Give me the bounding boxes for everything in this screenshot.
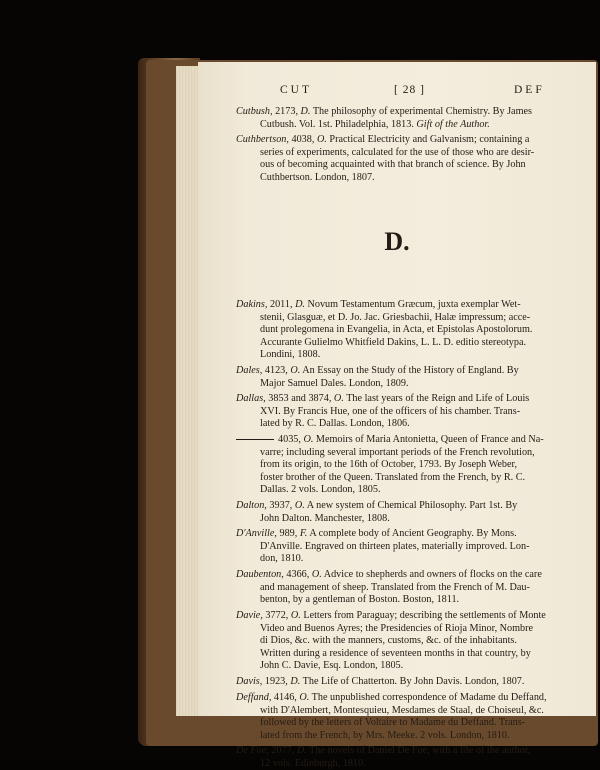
entry-headword: Deffand, xyxy=(236,692,272,703)
entry-number: 989, xyxy=(279,528,298,539)
entry-line: and management of sheep. Translated from the French of M. Dau- xyxy=(260,581,530,593)
catalog-entry xyxy=(236,393,584,431)
entry-class: O. xyxy=(333,393,344,404)
catalog-entry xyxy=(236,569,584,607)
entry-line: The novels of Daniel De Foe, with a life of the author, xyxy=(309,745,531,756)
entry-line: Dallas. 2 vols. London, 1805. xyxy=(260,484,381,496)
catalog-entry xyxy=(236,610,584,673)
entry-line: 12 vols. Edinburgh, 1810. xyxy=(260,757,366,769)
entry-line: Video and Buenos Ayres; the Presidencies of Rioja Minor, Nombre xyxy=(260,622,534,634)
entry-class: F. xyxy=(299,528,308,539)
entry-line: Letters from Paraguay; describing the settlements of Monte xyxy=(303,610,546,621)
entry-class: O. xyxy=(290,365,301,376)
entry-class: D. xyxy=(296,745,307,756)
entry-line: Memoirs of Maria Antonietta, Queen of France and Na- xyxy=(315,434,544,445)
catalog-entry xyxy=(236,134,584,184)
entry-line: D'Anville. Engraved on thirteen plates, materially improved. Lon- xyxy=(260,540,530,552)
entry-headword: Dales, xyxy=(236,365,263,376)
entry-number: 3772, xyxy=(265,610,289,621)
entry-headword: Dallas, xyxy=(236,393,266,404)
entry-line: Cutbush. Vol. 1st. Philadelphia, 1813. xyxy=(260,118,414,130)
entry-line: A new system of Chemical Philosophy. Part 1st. By xyxy=(306,500,518,511)
entry-class: O. xyxy=(299,692,310,703)
entry-number: 4366, xyxy=(286,569,310,580)
entry-line: Written during a residence of seventeen months in that country, by xyxy=(260,647,531,659)
running-head-right: DEF xyxy=(514,84,545,96)
entry-class: D. xyxy=(290,676,301,687)
entry-line: XVI. By Francis Hue, one of the officers of his chamber. Trans- xyxy=(260,405,521,417)
entry-number: 2077, xyxy=(271,745,295,756)
entry-number: 4123, xyxy=(264,365,288,376)
entry-line: lated from the French, by Mrs. Meeke. 2 vols. London, 1810. xyxy=(260,729,510,741)
catalog-entry xyxy=(236,745,584,770)
ditto-dash xyxy=(236,439,274,440)
entry-number: 2173, xyxy=(275,106,298,117)
entry-number: 4038, xyxy=(291,134,315,145)
entry-number: 4035, xyxy=(278,434,301,445)
entry-line: John Dalton. Manchester, 1808. xyxy=(260,512,390,524)
catalog-entry xyxy=(236,299,584,362)
entry-class: D. xyxy=(300,106,311,117)
entry-line: from its origin, to the 16th of October, 1793. By Joseph Weber, xyxy=(260,459,518,471)
entry-headword: De Foe, xyxy=(236,745,269,756)
entry-number: 3853 and 3874, xyxy=(268,393,332,404)
catalog-entry xyxy=(236,692,584,742)
entry-line: The Life of Chatterton. By John Davis. London, 1807. xyxy=(302,676,525,687)
entry-line: Advice to shepherds and owners of flocks on the care xyxy=(323,569,542,580)
entry-line: don, 1810. xyxy=(260,553,304,565)
catalog-entry xyxy=(236,528,584,566)
entry-headword: Davis, xyxy=(236,676,263,687)
entry-class: O. xyxy=(311,569,322,580)
catalog-entry xyxy=(236,106,584,131)
entry-headword: Cutbush, xyxy=(236,106,273,117)
entry-line: series of experiments, calculated for the use of those who are desir- xyxy=(260,146,535,158)
entry-number: 3937, xyxy=(269,500,293,511)
entry-line: Practical Electricity and Galvanism; containing a xyxy=(329,134,530,145)
entry-line: lated by R. C. Dallas. London, 1806. xyxy=(260,418,410,430)
entry-headword: Cuthbertson, xyxy=(236,134,289,145)
page-number: [ 28 ] xyxy=(394,84,425,96)
entry-headword: Dalton, xyxy=(236,500,267,511)
entry-line: The unpublished correspondence of Madame du Deffand, xyxy=(311,692,547,703)
entry-line: ous of becoming acquainted with that branch of science. By John xyxy=(260,159,526,171)
entry-number: 1923, xyxy=(264,676,288,687)
running-head-left: CUT xyxy=(280,84,312,96)
entry-line: foster brother of the Queen. Translated from the French, by R. C. xyxy=(260,471,526,483)
entry-line: Londini, 1808. xyxy=(260,349,321,361)
entry-headword: D'Anville, xyxy=(236,528,277,539)
entry-line: A complete body of Ancient Geography. By Mons. xyxy=(309,528,517,539)
entry-line: with D'Alembert, Montesquieu, Mesdames de Staal, de Choiseul, &c. xyxy=(260,704,544,716)
entry-line: Major Samuel Dales. London, 1809. xyxy=(260,377,409,389)
entry-line: Accurante Gulielmo Whitfield Dakins, L. L. D. editio stereotypa. xyxy=(260,336,527,348)
catalog-entry xyxy=(236,434,584,497)
entry-line: dunt prolegomena in Evangelia, in Acta, et Epistolas Apostolorum. xyxy=(260,324,533,336)
catalog-entry xyxy=(236,365,584,390)
entry-class: O. xyxy=(290,610,301,621)
entry-class: O. xyxy=(316,134,327,145)
entry-line: Novum Testamentum Græcum, juxta exemplar Wet- xyxy=(307,299,521,310)
book-page xyxy=(198,62,596,769)
entry-note: Gift of the Author. xyxy=(416,118,490,130)
entry-line: benton, by a gentleman of Boston. Boston, 1811. xyxy=(260,594,460,606)
entry-line: The last years of the Reign and Life of Louis xyxy=(346,393,530,404)
entry-number: 4146, xyxy=(273,692,297,703)
entry-line: The philosophy of experimental Chemistry. By James xyxy=(312,106,532,117)
entry-line: Cuthbertson. London, 1807. xyxy=(260,171,375,183)
entry-class: D. xyxy=(295,299,305,310)
entry-line: followed by the letters of Voltaire to Madame du Deffand. Trans- xyxy=(260,717,526,729)
entry-line: John C. Davie, Esq. London, 1805. xyxy=(260,660,404,672)
entry-number: 2011, xyxy=(269,299,293,310)
entry-line: di Dios, &c. with the manners, customs, &c. of the inhabitants. xyxy=(260,635,517,647)
entry-headword: Davie, xyxy=(236,610,263,621)
section-letter: D. xyxy=(384,227,410,256)
entry-line: An Essay on the Study of the History of England. By xyxy=(302,365,519,376)
entry-headword: Daubenton, xyxy=(236,569,284,580)
entry-class: O. xyxy=(294,500,305,511)
entry-line: stenii, Glasguæ, et D. Jo. Jac. Griesbachii, Halæ impressum; acce- xyxy=(260,311,531,323)
catalog-entry xyxy=(236,500,584,525)
catalog-entry xyxy=(236,676,584,689)
entry-headword: Dakins, xyxy=(236,299,268,310)
entry-line: varre; including several important periods of the French revolution, xyxy=(260,446,535,458)
entry-class: O. xyxy=(303,434,314,445)
